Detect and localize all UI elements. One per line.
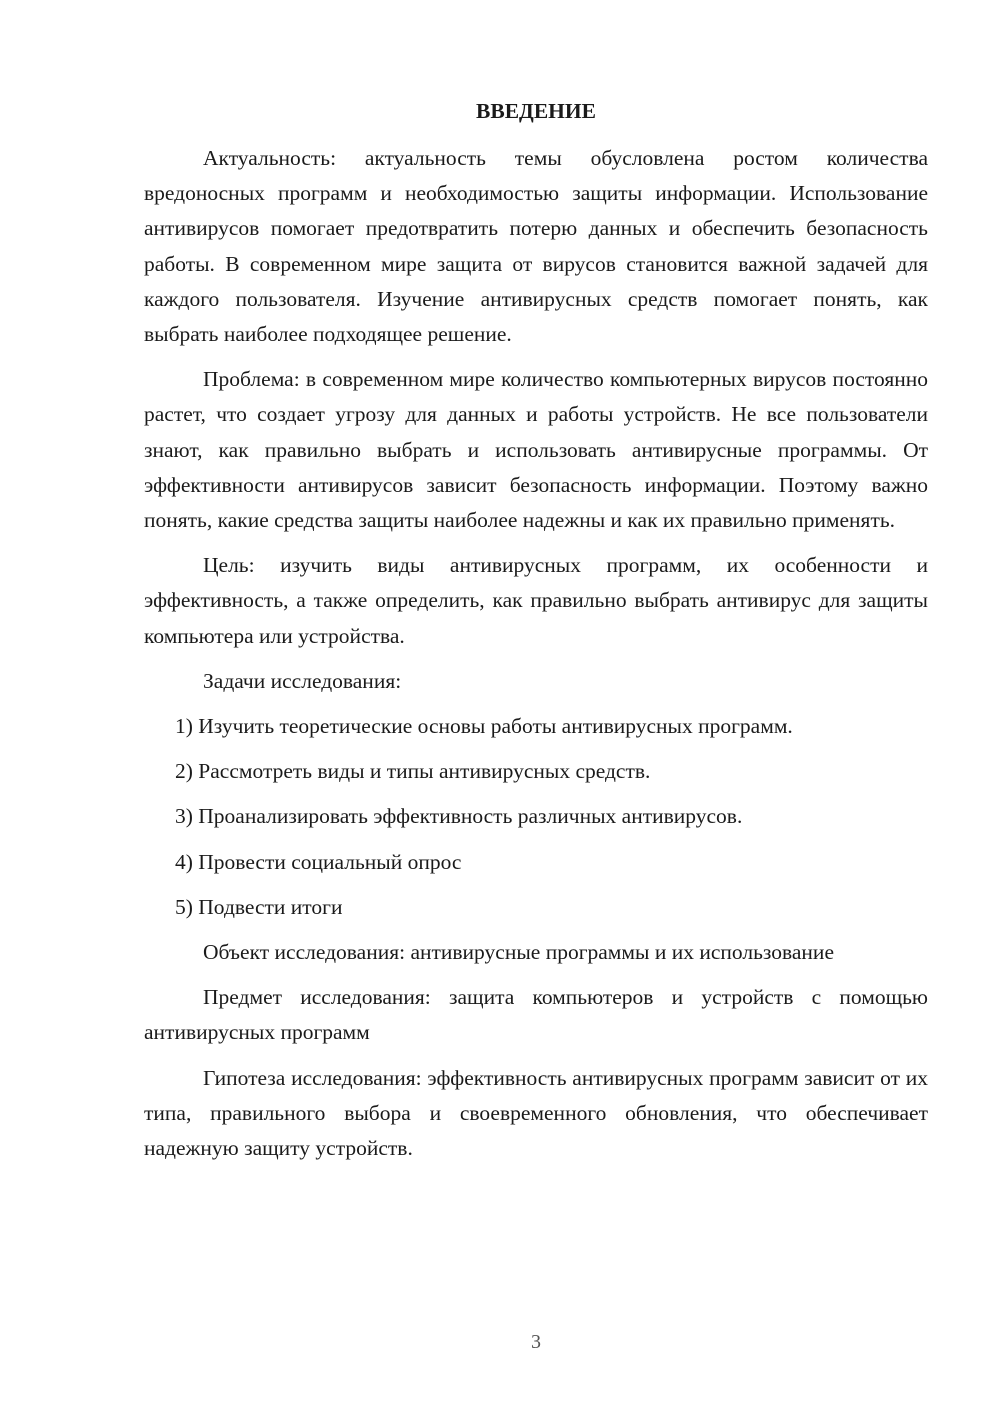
task-item: 3) Проанализировать эффективность различных антивирусов.: [175, 804, 743, 829]
task-item: 1) Изучить теоретические основы работы антивирусных программ.: [175, 714, 793, 739]
task-item: 5) Подвести итоги: [175, 894, 343, 919]
goal-paragraph: Цель: изучить виды антивирусных программ, их особенности и эффективность, а также определить, как правильно выбрать антивирус для защиты компьютера или устройства.: [144, 553, 928, 648]
hypothesis-paragraph: Гипотеза исследования: эффективность антивирусных программ зависит от их типа, правильного выбора и своевременного обновления, что обеспечивает надежную защиту устройств.: [144, 1065, 928, 1161]
document-body: [144, 94, 928, 1176]
relevance-paragraph: Актуальность: актуальность темы обусловлена ростом количества вредоносных программ и необходимостью защиты информации. Использование антивирусов помогает предотвратить потерю данных и обеспечить безопасность работы. В современном мире защита от вирусов становится важной задачей для каждого пользователя. Изучение антивирусных средств помогает понять, как выбрать наиболее подходящее решение.: [144, 146, 928, 347]
task-list: [144, 709, 928, 925]
subject-paragraph: Предмет исследования: защита компьютеров и устройств с помощью антивирусных программ: [144, 985, 928, 1045]
tasks-heading: Задачи исследования:: [203, 668, 402, 693]
page-number: 3: [531, 1331, 541, 1353]
object-paragraph: Объект исследования: антивирусные программы и их использование: [203, 940, 834, 965]
task-item: 4) Провести социальный опрос: [175, 849, 462, 874]
problem-paragraph: Проблема: в современном мире количество компьютерных вирусов постоянно растет, что создает угрозу для данных и работы устройств. Не все пользователи знают, как правильно выбрать и использовать антивирусные программы. От эффективности антивирусов зависит безопасность информации. Поэтому важно понять, какие средства защиты наиболее надежны и как их правильно применять.: [144, 367, 928, 533]
task-item: 2) Рассмотреть виды и типы антивирусных средств.: [175, 759, 651, 784]
section-title: ВВЕДЕНИЕ: [476, 99, 596, 123]
